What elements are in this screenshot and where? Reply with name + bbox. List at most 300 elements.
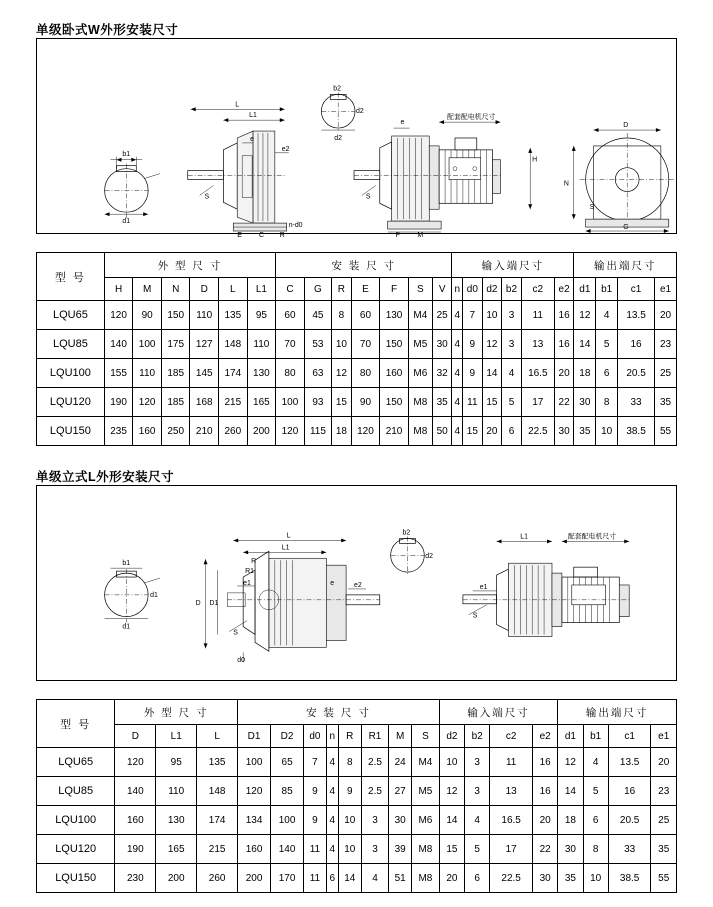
col-header-D: D	[115, 725, 156, 748]
col-header-d1: d1	[574, 278, 596, 301]
cell-value: 4	[361, 864, 389, 893]
cell-value: 120	[276, 417, 305, 446]
cell-value: 3	[465, 748, 490, 777]
svg-text:H: H	[532, 156, 538, 164]
cell-value: 9	[463, 359, 483, 388]
cell-value: M5	[412, 777, 440, 806]
cell-value: M4	[412, 748, 440, 777]
col-header-e2: e2	[532, 725, 557, 748]
cell-value: 60	[276, 301, 305, 330]
svg-text:N: N	[563, 180, 569, 188]
cell-value: 168	[190, 388, 219, 417]
group-header-model: 型 号	[37, 700, 115, 748]
cell-value: 4	[452, 330, 463, 359]
cell-model: LQU100	[37, 806, 115, 835]
cell-value: M6	[412, 806, 440, 835]
cell-value: 16	[554, 330, 574, 359]
cell-value: 110	[156, 777, 197, 806]
cell-value: 150	[380, 330, 409, 359]
figure-view-shaft-section-2	[105, 560, 160, 630]
cell-value: 174	[219, 359, 248, 388]
cell-value: 185	[161, 388, 190, 417]
cell-value: 120	[238, 777, 271, 806]
cell-value: 3	[361, 806, 389, 835]
table-row	[37, 748, 677, 777]
cell-value: 148	[197, 777, 238, 806]
col-header-c1: c1	[608, 725, 651, 748]
col-header-R: R	[332, 278, 352, 301]
figure-view-shaft-section	[105, 151, 160, 225]
cell-value: 30	[554, 417, 574, 446]
col-header-D: D	[190, 278, 219, 301]
col-header-e1: e1	[655, 278, 677, 301]
group-header-input: 输入端尺寸	[439, 700, 558, 725]
cell-value: 4	[583, 748, 608, 777]
col-header-n: n	[452, 278, 463, 301]
table-column-header-row	[37, 278, 677, 301]
cell-value: 165	[156, 835, 197, 864]
cell-value: 2.5	[361, 748, 389, 777]
cell-model: LQU150	[37, 864, 115, 893]
cell-value: 38.5	[618, 417, 655, 446]
cell-value: 110	[247, 330, 276, 359]
cell-value: 150	[380, 388, 409, 417]
group-header-mounting: 安 装 尺 寸	[238, 700, 440, 725]
cell-value: 160	[133, 417, 162, 446]
cell-value: 25	[432, 301, 452, 330]
cell-value: 17	[521, 388, 554, 417]
cell-value: 30	[574, 388, 596, 417]
cell-value: 100	[133, 330, 162, 359]
cell-value: 4	[452, 417, 463, 446]
cell-value: 20	[439, 864, 464, 893]
cell-value: 4	[326, 748, 338, 777]
cell-value: 9	[304, 777, 327, 806]
cell-value: 3	[465, 777, 490, 806]
cell-value: 250	[161, 417, 190, 446]
cell-value: 20	[655, 301, 677, 330]
cell-value: 215	[197, 835, 238, 864]
cell-value: 20	[482, 417, 502, 446]
cell-value: 35	[655, 388, 677, 417]
cell-value: 25	[655, 359, 677, 388]
col-header-b2: b2	[465, 725, 490, 748]
col-header-b2: b2	[502, 278, 522, 301]
group-header-output: 输出端尺寸	[558, 700, 677, 725]
cell-value: 6	[465, 864, 490, 893]
svg-text:e2: e2	[354, 581, 362, 589]
col-header-D1: D1	[238, 725, 271, 748]
cell-value: 16.5	[521, 359, 554, 388]
cell-value: 120	[115, 748, 156, 777]
cell-model: LQU100	[37, 359, 105, 388]
group-header-outline: 外 型 尺 寸	[115, 700, 238, 725]
col-header-c2: c2	[521, 278, 554, 301]
svg-text:M: M	[417, 231, 424, 239]
svg-text:G: G	[623, 224, 629, 232]
cell-value: 120	[351, 417, 380, 446]
cell-value: 4	[502, 359, 522, 388]
figure-view-key-section-2	[391, 530, 433, 575]
cell-value: 16	[554, 301, 574, 330]
svg-text:b1: b1	[122, 560, 131, 568]
cell-value: 7	[463, 301, 483, 330]
cell-value: 120	[104, 301, 133, 330]
cell-value: 6	[502, 417, 522, 446]
cell-value: 10	[596, 417, 618, 446]
col-header-d2: d2	[482, 278, 502, 301]
cell-value: 50	[432, 417, 452, 446]
cell-value: 11	[304, 864, 327, 893]
col-header-b1: b1	[583, 725, 608, 748]
svg-text:D: D	[195, 599, 201, 607]
cell-model: LQU85	[37, 330, 105, 359]
col-header-n: n	[326, 725, 338, 748]
col-header-e1: e1	[651, 725, 677, 748]
cell-value: 24	[389, 748, 412, 777]
cell-value: 8	[596, 388, 618, 417]
col-header-M: M	[389, 725, 412, 748]
col-header-V: V	[432, 278, 452, 301]
cell-value: 3	[361, 835, 389, 864]
cell-value: 14	[338, 864, 361, 893]
table-row	[37, 417, 677, 446]
svg-text:d2: d2	[334, 134, 342, 142]
cell-value: 185	[161, 359, 190, 388]
cell-value: 55	[655, 417, 677, 446]
cell-model: LQU65	[37, 301, 105, 330]
cell-value: 30	[532, 864, 557, 893]
cell-value: 17	[490, 835, 533, 864]
svg-text:F: F	[395, 231, 400, 239]
cell-value: 23	[651, 777, 677, 806]
cell-value: 4	[326, 835, 338, 864]
cell-value: 140	[115, 777, 156, 806]
cell-value: 14	[482, 359, 502, 388]
cell-value: 145	[190, 359, 219, 388]
cell-value: 30	[432, 330, 452, 359]
cell-value: 35	[574, 417, 596, 446]
cell-value: 15	[463, 417, 483, 446]
col-header-e2: e2	[554, 278, 574, 301]
cell-value: 93	[304, 388, 331, 417]
cell-value: 230	[115, 864, 156, 893]
cell-value: 90	[133, 301, 162, 330]
col-header-d0: d0	[304, 725, 327, 748]
cell-value: 170	[271, 864, 304, 893]
cell-value: 16	[532, 777, 557, 806]
svg-text:e: e	[400, 119, 405, 127]
cell-value: M8	[412, 864, 440, 893]
cell-value: 215	[219, 388, 248, 417]
svg-text:D: D	[623, 122, 629, 130]
cell-model: LQU65	[37, 748, 115, 777]
cell-value: 20.5	[618, 359, 655, 388]
cell-value: 130	[380, 301, 409, 330]
cell-value: 10	[338, 806, 361, 835]
svg-text:e2: e2	[281, 145, 290, 153]
figure-view-l-body	[196, 532, 380, 664]
svg-text:配套配电机尺寸: 配套配电机尺寸	[447, 114, 496, 122]
col-header-R: R	[338, 725, 361, 748]
cell-value: 33	[618, 388, 655, 417]
cell-value: 210	[380, 417, 409, 446]
group-header-model: 型 号	[37, 253, 105, 301]
svg-text:e1: e1	[243, 579, 251, 587]
table-row	[37, 777, 677, 806]
cell-value: 11	[463, 388, 483, 417]
cell-value: 11	[304, 835, 327, 864]
cell-value: M5	[408, 330, 432, 359]
cell-value: 9	[304, 806, 327, 835]
svg-text:E: E	[237, 231, 242, 239]
svg-text:d1: d1	[122, 623, 131, 631]
cell-value: 14	[439, 806, 464, 835]
svg-text:S: S	[204, 193, 210, 201]
cell-value: 16	[532, 748, 557, 777]
table-row	[37, 806, 677, 835]
cell-value: 140	[104, 330, 133, 359]
cell-value: 8	[338, 748, 361, 777]
cell-value: 13.5	[608, 748, 651, 777]
cell-value: 39	[389, 835, 412, 864]
cell-value: 130	[247, 359, 276, 388]
cell-value: 13	[490, 777, 533, 806]
cell-value: 155	[104, 359, 133, 388]
col-header-M: M	[133, 278, 162, 301]
svg-text:n-d0: n-d0	[288, 222, 303, 230]
figure-l-vertical	[36, 485, 677, 681]
cell-value: 130	[156, 806, 197, 835]
cell-value: 10	[583, 864, 608, 893]
cell-value: 35	[432, 388, 452, 417]
cell-value: 38.5	[608, 864, 651, 893]
cell-value: 10	[332, 330, 352, 359]
cell-value: 150	[161, 301, 190, 330]
svg-text:R: R	[279, 231, 285, 239]
cell-value: 10	[482, 301, 502, 330]
svg-text:S: S	[589, 204, 595, 212]
table-row	[37, 359, 677, 388]
section-title-l: 单级立式L外形安装尺寸	[36, 470, 175, 484]
cell-value: M8	[408, 417, 432, 446]
cell-value: 22.5	[490, 864, 533, 893]
cell-model: LQU85	[37, 777, 115, 806]
cell-value: 15	[439, 835, 464, 864]
svg-text:d1: d1	[150, 591, 158, 599]
cell-value: 160	[115, 806, 156, 835]
cell-value: 4	[326, 777, 338, 806]
cell-value: 2.5	[361, 777, 389, 806]
cell-value: 80	[276, 359, 305, 388]
cell-value: 22	[532, 835, 557, 864]
cell-value: 190	[104, 388, 133, 417]
cell-value: 60	[351, 301, 380, 330]
cell-value: 110	[190, 301, 219, 330]
cell-value: 110	[133, 359, 162, 388]
cell-value: 14	[558, 777, 583, 806]
cell-value: 16	[608, 777, 651, 806]
col-header-c1: c1	[618, 278, 655, 301]
cell-value: 9	[338, 777, 361, 806]
group-header-mounting: 安 装 尺 寸	[276, 253, 452, 278]
svg-text:配套配电机尺寸: 配套配电机尺寸	[567, 533, 617, 541]
table-row	[37, 835, 677, 864]
col-header-d2: d2	[439, 725, 464, 748]
cell-model: LQU120	[37, 388, 105, 417]
svg-text:L1: L1	[281, 544, 290, 552]
cell-value: 30	[389, 806, 412, 835]
cell-value: 200	[238, 864, 271, 893]
cell-value: 10	[439, 748, 464, 777]
cell-value: 8	[583, 835, 608, 864]
table-row	[37, 864, 677, 893]
cell-value: 13	[521, 330, 554, 359]
cell-value: 4	[452, 359, 463, 388]
cell-value: 85	[271, 777, 304, 806]
cell-value: 3	[502, 301, 522, 330]
cell-value: 16.5	[490, 806, 533, 835]
cell-value: 35	[558, 864, 583, 893]
table-row	[37, 301, 677, 330]
cell-value: 260	[197, 864, 238, 893]
svg-text:d2: d2	[425, 553, 433, 561]
cell-value: 12	[574, 301, 596, 330]
cell-value: 6	[326, 864, 338, 893]
cell-value: 135	[219, 301, 248, 330]
cell-value: 134	[238, 806, 271, 835]
cell-value: 200	[247, 417, 276, 446]
cell-value: 25	[651, 806, 677, 835]
cell-value: 148	[219, 330, 248, 359]
col-header-L: L	[219, 278, 248, 301]
table-group-header-row	[37, 700, 677, 725]
svg-text:b2: b2	[333, 85, 341, 93]
group-header-outline: 外 型 尺 寸	[104, 253, 275, 278]
col-header-R1: R1	[361, 725, 389, 748]
table-row	[37, 330, 677, 359]
cell-value: 174	[197, 806, 238, 835]
cell-value: 20	[651, 748, 677, 777]
svg-text:L1: L1	[520, 533, 528, 541]
col-header-G: G	[304, 278, 331, 301]
dimension-table-l	[36, 699, 677, 893]
cell-value: 120	[133, 388, 162, 417]
figure-view-w-front	[564, 122, 675, 233]
cell-value: 165	[247, 388, 276, 417]
cell-value: 100	[238, 748, 271, 777]
svg-text:d2: d2	[356, 108, 364, 116]
cell-value: 235	[104, 417, 133, 446]
cell-value: 20	[532, 806, 557, 835]
cell-value: 100	[276, 388, 305, 417]
cell-value: 23	[655, 330, 677, 359]
cell-value: 4	[452, 388, 463, 417]
cell-value: 6	[583, 806, 608, 835]
table-group-header-row	[37, 253, 677, 278]
cell-value: 30	[558, 835, 583, 864]
cell-value: 53	[304, 330, 331, 359]
cell-value: 35	[651, 835, 677, 864]
col-header-b1: b1	[596, 278, 618, 301]
cell-value: 4	[326, 806, 338, 835]
cell-value: 18	[574, 359, 596, 388]
cell-value: 14	[574, 330, 596, 359]
cell-value: M8	[412, 835, 440, 864]
svg-text:R1: R1	[245, 568, 254, 576]
cell-value: 33	[608, 835, 651, 864]
svg-text:e: e	[330, 579, 335, 587]
svg-text:C: C	[259, 231, 265, 239]
col-header-D2: D2	[271, 725, 304, 748]
cell-value: 12	[439, 777, 464, 806]
cell-value: 200	[156, 864, 197, 893]
cell-value: 9	[463, 330, 483, 359]
svg-text:e: e	[250, 135, 254, 143]
cell-value: 20	[554, 359, 574, 388]
cell-value: M8	[408, 388, 432, 417]
cell-value: 20.5	[608, 806, 651, 835]
col-header-L: L	[197, 725, 238, 748]
cell-value: 95	[247, 301, 276, 330]
cell-value: 260	[219, 417, 248, 446]
cell-value: 3	[502, 330, 522, 359]
cell-value: 5	[465, 835, 490, 864]
cell-value: 27	[389, 777, 412, 806]
cell-value: 18	[558, 806, 583, 835]
cell-value: 51	[389, 864, 412, 893]
svg-text:S: S	[472, 612, 478, 620]
cell-value: 4	[465, 806, 490, 835]
cell-value: 210	[190, 417, 219, 446]
svg-text:b2: b2	[402, 529, 411, 537]
svg-text:S: S	[365, 193, 371, 201]
svg-text:d1: d1	[122, 218, 131, 226]
cell-value: 190	[115, 835, 156, 864]
cell-value: 5	[596, 330, 618, 359]
table-row	[37, 388, 677, 417]
cell-value: 45	[304, 301, 331, 330]
cell-value: 90	[351, 388, 380, 417]
svg-text:b1: b1	[122, 150, 131, 158]
col-header-E: E	[351, 278, 380, 301]
svg-text:D1: D1	[209, 599, 219, 607]
col-header-S: S	[412, 725, 440, 748]
cell-value: M4	[408, 301, 432, 330]
col-header-F: F	[380, 278, 409, 301]
svg-text:L: L	[235, 101, 240, 109]
svg-text:R: R	[251, 558, 257, 566]
cell-value: 175	[161, 330, 190, 359]
cell-value: 70	[276, 330, 305, 359]
group-header-output: 输出端尺寸	[574, 253, 677, 278]
cell-value: 160	[380, 359, 409, 388]
cell-value: 18	[332, 417, 352, 446]
cell-value: 6	[596, 359, 618, 388]
cell-value: 95	[156, 748, 197, 777]
cell-value: 11	[490, 748, 533, 777]
cell-value: 7	[304, 748, 327, 777]
cell-value: 65	[271, 748, 304, 777]
cell-value: 55	[651, 864, 677, 893]
col-header-L1: L1	[156, 725, 197, 748]
figure-view-l-motor	[463, 531, 629, 636]
figure-view-w-side	[188, 101, 303, 239]
cell-value: 135	[197, 748, 238, 777]
cell-value: 115	[304, 417, 331, 446]
figure-view-w-motor	[321, 85, 537, 238]
cell-value: 12	[558, 748, 583, 777]
